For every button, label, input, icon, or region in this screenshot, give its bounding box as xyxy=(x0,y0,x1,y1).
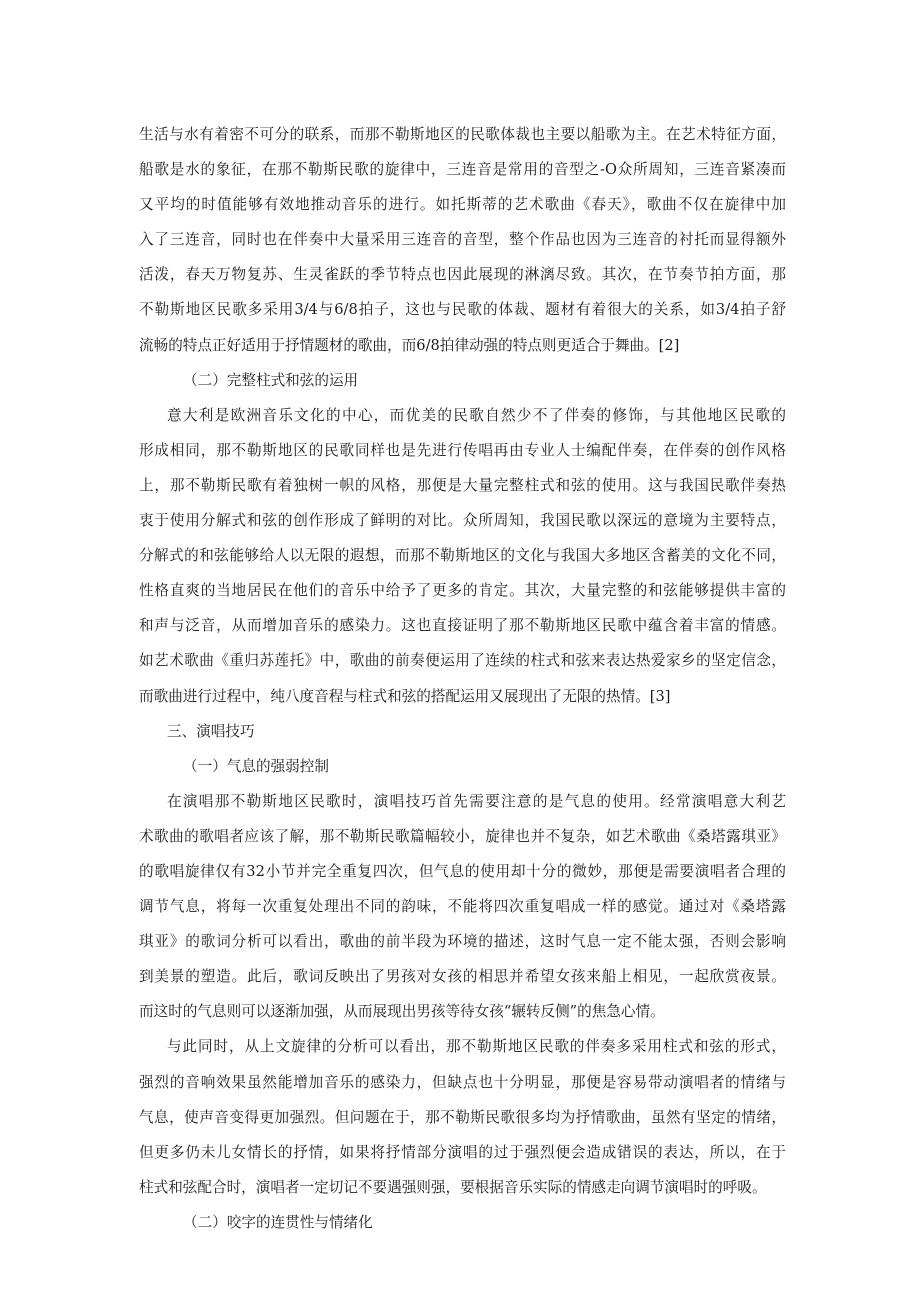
text-line: 而这时的气息则可以逐渐加强，从而展现出男孩等待女孩“辗转反侧”的焦急心情。 xyxy=(139,1003,665,1021)
text-line: 流畅的特点正好适用于抒情题材的歌曲，而6/8拍律动强的特点则更适合于舞曲。[2] xyxy=(139,336,680,354)
text-line: 和声与泛音，从而增加音乐的感染力。这也直接证明了那不勒斯地区民歌中蕴含着丰富的情感。 xyxy=(139,617,786,635)
text-line: 与此同时，从上文旋律的分析可以看出，那不勒斯地区民歌的伴奏多采用柱式和弦的形式， xyxy=(167,1038,786,1056)
text-line: 调节气息，将每一次重复处理出不同的韵味，不能将四次重复唱成一样的感觉。通过对《桑塔露 xyxy=(139,898,786,916)
text-line: 衷于使用分解式和弦的创作形成了鲜明的对比。众所周知，我国民歌以深远的意境为主要特点， xyxy=(139,512,786,530)
text-line: 而歌曲进行过程中，纯八度音程与柱式和弦的搭配运用又展现出了无限的热情。[3] xyxy=(139,687,671,705)
text-line: 柱式和弦配合时，演唱者一定切记不要遇强则强，要根据音乐实际的情感走向调节演唱时的呼吸。 xyxy=(139,1178,767,1196)
text-line: 又平均的时值能够有效地推动音乐的进行。如托斯蒂的艺术歌曲《春天》，歌曲不仅在旋律中加 xyxy=(139,196,786,214)
chapter-heading: 三、演唱技巧 xyxy=(167,722,255,740)
text-line: 生活与水有着密不可分的联系，而那不勒斯地区的民歌体裁也主要以船歌为主。在艺术特征方面， xyxy=(139,126,786,143)
paragraph xyxy=(139,117,786,363)
paragraph xyxy=(139,398,786,714)
section-heading: （一）气息的强弱控制 xyxy=(183,757,329,775)
section-heading: （二）咬字的连贯性与情绪化 xyxy=(183,1213,373,1231)
text-line: 的歌唱旋律仅有32小节并完全重复四次，但气息的使用却十分的微妙，那便是需要演唱者合理的 xyxy=(139,862,786,880)
text-line: 但更多仍未儿女情长的抒情，如果将抒情部分演唱的过于强烈便会造成错误的表达，所以，在于 xyxy=(139,1143,786,1161)
text-line: 船歌是水的象征，在那不勒斯民歌的旋律中，三连音是常用的音型之-O众所周知，三连音紧凑而 xyxy=(139,161,786,179)
text-line: 不勒斯地区民歌多采用3/4与6/8拍子，这也与民歌的体裁、题材有着很大的关系，如3/4拍子舒 xyxy=(139,301,786,319)
paragraph xyxy=(139,784,786,1030)
text-line: 入了三连音，同时也在伴奏中大量采用三连音的音型，整个作品也因为三连音的衬托而显得额外 xyxy=(139,231,786,249)
text-line: 性格直爽的当地居民在他们的音乐中给予了更多的肯定。其次，大量完整的和弦能够提供丰富的 xyxy=(139,582,786,600)
text-line: 分解式的和弦能够给人以无限的遐想，而那不勒斯地区的文化与我国大多地区含蓄美的文化不同， xyxy=(139,547,786,565)
text-line: 形成相同，那不勒斯地区的民歌同样也是先进行传唱再由专业人士编配伴奏，在伴奏的创作风格 xyxy=(139,441,786,459)
text-line: 在演唱那不勒斯地区民歌时，演唱技巧首先需要注意的是气息的使用。经常演唱意大利艺 xyxy=(167,792,786,810)
text-line: 到美景的塑造。此后，歌词反映出了男孩对女孩的相思并希望女孩来船上相见，一起欣赏夜景。 xyxy=(139,968,786,986)
section-heading: （二）完整柱式和弦的运用 xyxy=(183,371,359,389)
text-line: 气息，使声音变得更加强烈。但问题在于，那不勒斯民歌很多均为抒情歌曲，虽然有坚定的情绪， xyxy=(139,1108,786,1126)
text-line: 活泼，春天万物复苏、生灵雀跃的季节特点也因此展现的淋漓尽致。其次，在节奏节拍方面，那 xyxy=(139,266,786,284)
text-line: 强烈的音响效果虽然能增加音乐的感染力，但缺点也十分明显，那便是容易带动演唱者的情绪与 xyxy=(139,1073,786,1091)
paragraph xyxy=(139,1029,786,1204)
text-line: 琪亚》的歌词分析可以看出，歌曲的前半段为环境的描述，这时气息一定不能太强，否则会影响 xyxy=(139,933,786,951)
document-body xyxy=(139,117,786,1240)
text-line: 意大利是欧洲音乐文化的中心，而优美的民歌自然少不了伴奏的修饰，与其他地区民歌的 xyxy=(167,406,786,424)
text-line: 术歌曲的歌唱者应该了解，那不勒斯民歌篇幅较小，旋律也并不复杂，如艺术歌曲《桑塔露琪亚》 xyxy=(139,827,786,845)
text-line: 如艺术歌曲《重归苏莲托》中，歌曲的前奏便运用了连续的柱式和弦来表达热爱家乡的坚定信念， xyxy=(139,652,786,670)
text-line: 上，那不勒斯民歌有着独树一帜的风格，那便是大量完整柱式和弦的使用。这与我国民歌伴奏热 xyxy=(139,476,786,494)
